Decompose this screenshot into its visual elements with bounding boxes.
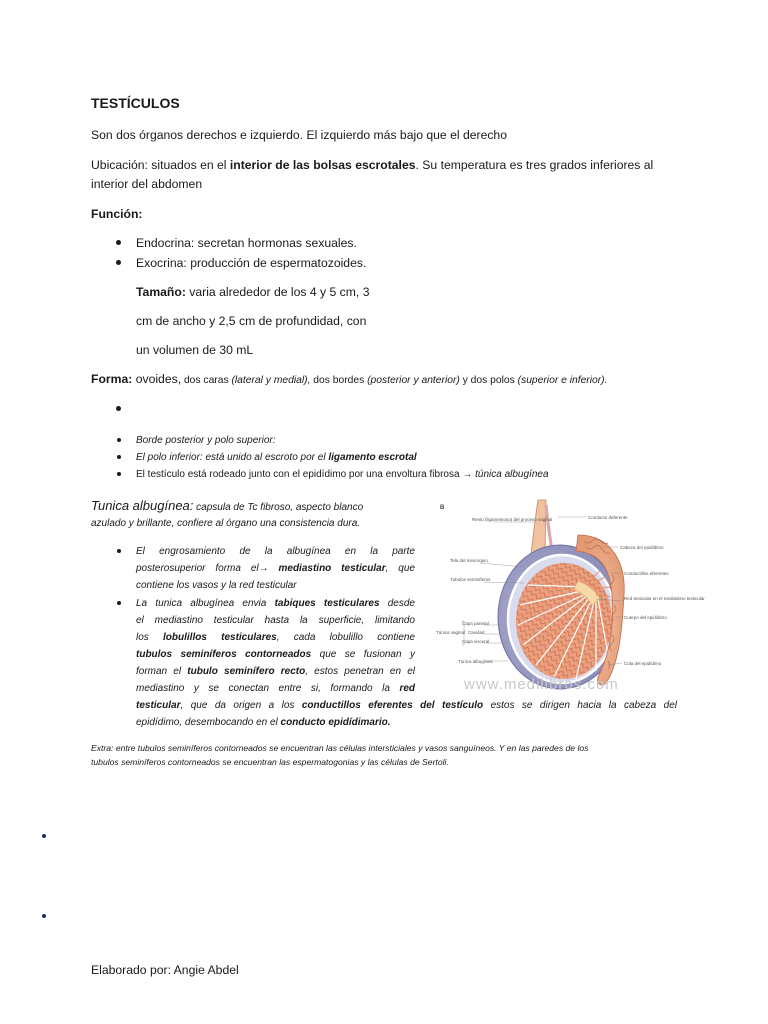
tunica-b2-l5	[136, 664, 415, 679]
label-resto: Resto (ligamentoso) del proceso vaginal	[472, 517, 553, 522]
label-cavidad: Cavidad	[468, 630, 485, 635]
tubulo-recto-bold: tubulo seminífero recto	[187, 666, 306, 677]
label-conductillos: Conductillos eferentes	[624, 571, 669, 576]
tunica-b2-l7	[136, 698, 677, 713]
testis-anatomy-figure	[428, 495, 705, 695]
bullet-dot	[116, 240, 121, 245]
tunica-b1-l1: El engrosamiento de la albugínea en la parte	[136, 546, 415, 557]
arrow-icon: →	[462, 469, 473, 480]
extra-line2: tubulos seminíferos contorneados se encuentran las espermatogonias y las células de Sertoli.	[91, 757, 449, 767]
tunica-b2-l8-text: epidídimo, desembocando en el	[136, 717, 281, 728]
ubicacion-line2: interior del abdomen	[91, 177, 203, 191]
tunica-b2-text: La tunica albugínea envia	[136, 598, 275, 609]
label-cola-epididimo: Cola del epidídimo	[624, 661, 662, 666]
bullet-dot	[116, 260, 121, 265]
bullet-dot	[117, 472, 121, 476]
forma-bordes-italic: (posterior y anterior)	[367, 375, 460, 386]
bullet-dot	[42, 914, 46, 918]
forma-polos-italic: (superior e inferior).	[517, 375, 608, 386]
bordes-item-2-bold: ligamento escrotal	[328, 452, 417, 463]
tunica-b2-l3-tail: , cada lobulillo contiene	[276, 632, 416, 643]
bordes-item-3-italic: túnica albugínea	[472, 469, 549, 480]
bordes-item-2	[136, 450, 417, 465]
ubicacion-label: Ubicación: situados en el	[91, 158, 230, 172]
red-bold: red	[399, 683, 415, 694]
tunica-b2-l6-text: mediastino y se conectan entre si, formando la	[136, 683, 400, 694]
conducto-epididimario-bold: conducto epidídimario.	[280, 717, 391, 728]
tunica-desc-2: azulado y brillante, confiere al órgano una consistencia dura.	[91, 518, 361, 529]
tunica-b2-l5-text: forman el	[136, 666, 188, 677]
empty-bullet-dot	[116, 406, 121, 411]
funcion-heading: Función:	[91, 207, 143, 221]
label-conducto-deferente: Conducto deferente	[588, 515, 628, 520]
mediastino-bold: mediastino testicular	[268, 563, 386, 574]
testicular-bold: testicular	[136, 700, 181, 711]
label-tunica-albuginea: Túnica albugínea	[458, 659, 493, 664]
tunica-b1-l3: contiene los vasos y la red testicular	[136, 580, 297, 591]
intro-text: Son dos órganos derechos e izquierdo. El izquierdo más bajo que el derecho	[91, 128, 507, 142]
tunica-b2-l2: el mediastino testicular hasta la superficie, limitando	[136, 615, 415, 626]
bordes-item-2-text: El polo inferior: está unido al escroto por el	[136, 452, 329, 463]
bullet-dot	[42, 834, 46, 838]
tunica-b2-l7-tail: estos se dirigen hacia la cabeza del	[483, 700, 677, 711]
label-capa-visceral: Capa visceral	[462, 639, 490, 644]
label-tela: Tela del mesorquio	[450, 558, 488, 563]
tamano-line1	[136, 284, 369, 300]
tamano-line2: cm de ancho y 2,5 cm de profundidad, con	[136, 314, 367, 328]
bullet-dot	[117, 549, 121, 553]
extra-line1: Extra: entre tubulos seminíferos contorneados se encuentran las células intersticiales y vasos sanguíneos. Y en las paredes de los	[91, 743, 589, 753]
ubicacion-bold: interior de las bolsas escrotales	[229, 158, 416, 172]
page-title: TESTÍCULOS	[91, 95, 180, 111]
bullet-dot	[117, 601, 121, 605]
tubulos-contorneados-bold: tubulos seminíferos contorneados	[136, 649, 312, 660]
conductillos-bold: conductillos eferentes del testículo	[301, 700, 484, 711]
label-tunica-vaginal: Túnica vaginal	[436, 630, 466, 635]
funcion-item-2: Exocrina: producción de espermatozoides.	[136, 256, 367, 270]
panel-letter: B	[440, 505, 445, 511]
ubicacion-rest: . Su temperatura es tres grados inferiores al	[415, 158, 654, 172]
testis-illustration	[428, 495, 705, 695]
arrow-icon: →	[258, 563, 269, 574]
tunica-b2-tail: desde	[379, 598, 415, 609]
ubicacion-line1	[91, 157, 653, 173]
tamano-text: varia alrededor de los 4 y 5 cm, 3	[185, 285, 370, 299]
forma-label: Forma:	[91, 372, 133, 386]
tamano-line3: un volumen de 30 mL	[136, 343, 254, 357]
tunica-heading-line	[91, 497, 363, 515]
bordes-item-3	[136, 467, 549, 482]
label-capa-parietal: Capa parietal	[462, 621, 489, 626]
tunica-desc-1: capsula de Tc fibroso, aspecto blanco	[193, 502, 364, 513]
label-cabeza-epididimo: Cabeza del epidídimo	[620, 545, 664, 550]
label-red-testicular: Red testicular en el mediastino testicular	[624, 596, 705, 601]
tunica-b1-text: posterosuperior forma el	[136, 563, 259, 574]
tabiques-bold: tabiques testiculares	[274, 598, 380, 609]
tunica-b1-l2	[136, 561, 415, 576]
bordes-item-3-text: El testículo está rodeado junto con el epidídimo por una envoltura fibrosa	[136, 469, 463, 480]
label-tubulos: Tubulos seminíferos	[450, 577, 491, 582]
tunica-heading: Tunica albugínea:	[91, 498, 194, 513]
tunica-b2-l5-tail: , estos penetran en el	[305, 666, 416, 677]
bordes-item-1: Borde posterior y polo superior:	[136, 435, 276, 446]
forma-polos: y dos polos	[459, 375, 518, 386]
tunica-b2-l3	[136, 630, 415, 645]
label-cuerpo-epididimo: Cuerpo del epidídimo	[624, 615, 667, 620]
footer-author: Elaborado por: Angie Abdel	[91, 963, 239, 977]
lobulillos-bold: lobulillos testiculares	[163, 632, 277, 643]
forma-line	[91, 371, 607, 389]
forma-caras-italic: (lateral y medial),	[231, 375, 311, 386]
forma-ovoides: ovoides,	[132, 372, 182, 386]
tamano-label: Tamaño:	[136, 285, 186, 299]
watermark: www.medilibros.com	[464, 676, 619, 693]
tunica-b2-l3-text: los	[136, 632, 164, 643]
tunica-b2-l1	[136, 596, 415, 611]
forma-bordes: dos bordes	[310, 375, 368, 386]
bullet-dot	[117, 438, 121, 442]
forma-caras: dos caras	[181, 375, 232, 386]
tunica-b1-tail: , que	[385, 563, 415, 574]
bullet-dot	[117, 455, 121, 459]
tunica-b2-l4-tail: que se fusionan y	[311, 649, 415, 660]
tunica-b2-l4	[136, 647, 415, 662]
tunica-b2-l8	[136, 715, 391, 730]
tunica-b2-l7-text: , que da origen a los	[180, 700, 302, 711]
funcion-item-1: Endocrina: secretan hormonas sexuales.	[136, 236, 357, 250]
tunica-b2-l6	[136, 681, 415, 696]
